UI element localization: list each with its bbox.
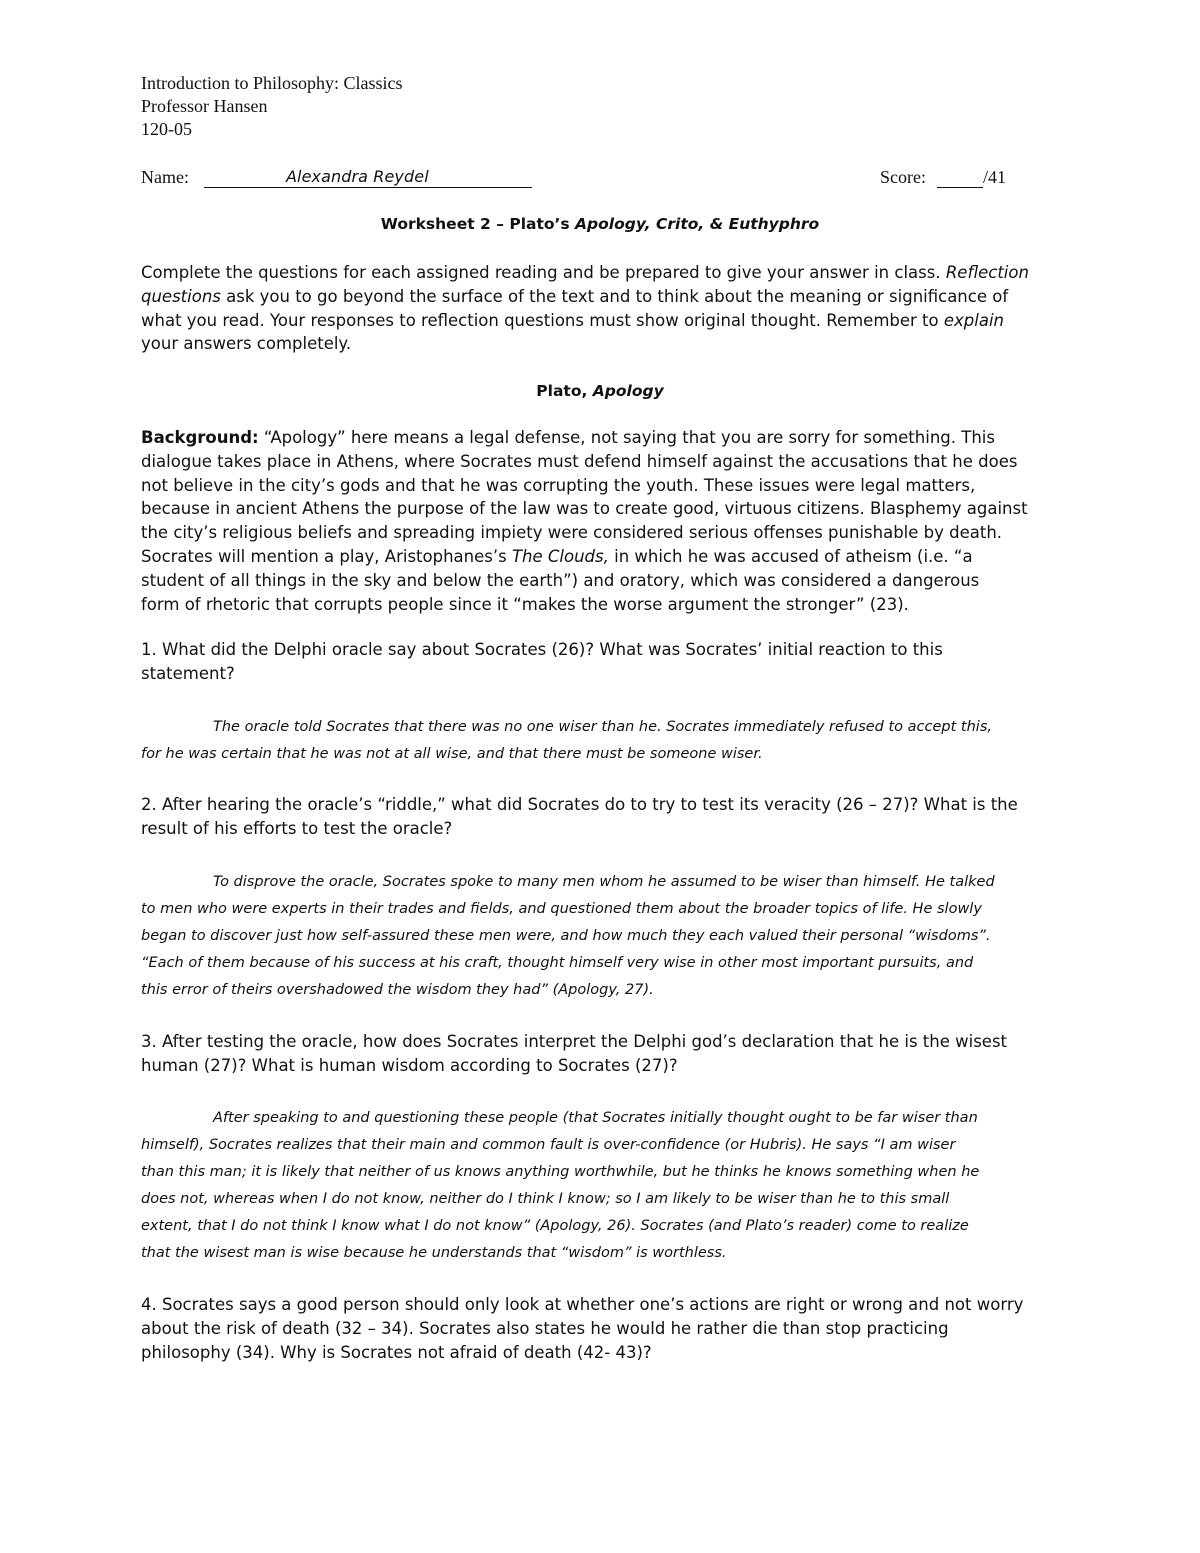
question-text: result of his efforts to test the oracle? — [141, 818, 453, 838]
intro-text: what you read. Your responses to reflection questions must show original thought. Remember to — [141, 310, 944, 330]
name-value: Alexandra Reydel — [286, 167, 429, 186]
answer-2 — [141, 869, 1061, 1004]
question-text: 1. What did the Delphi oracle say about Socrates (26)? What was Socrates’ initial reaction to this — [141, 640, 943, 659]
background-text: in which he was accused of atheism (i.e. “a — [608, 546, 973, 566]
background-text: “Apology” here means a legal defense, not saying that you are sorry for something. This — [258, 428, 995, 447]
course-title: Introduction to Philosophy: Classics — [141, 73, 403, 93]
section-heading-work: Apology — [592, 382, 664, 400]
background-text: form of rhetoric that corrupts people since it “makes the worse argument the stronger” (23). — [141, 594, 909, 614]
answer-text: than this man; it is likely that neither of us knows anything worthwhile, but he thinks he knows something when he — [141, 1164, 980, 1180]
play-title: The Clouds, — [511, 546, 609, 566]
intro-emphasis: explain — [943, 310, 1005, 330]
background-text: student of all things in the sky and below the earth”) and oratory, which was considered a dangerous — [141, 570, 980, 590]
professor-name: Professor Hansen — [141, 96, 268, 116]
answer-text: himself), Socrates realizes that their main and common fault is over-confidence (or Hubris). He says “I am wiser — [141, 1137, 956, 1153]
background-text: not believe in the city’s gods and that he was corrupting the youth. These issues were legal matters, — [141, 475, 976, 495]
answer-text: for he was certain that he was not at all wise, and that there must be someone wiser. — [141, 746, 763, 762]
background-paragraph — [141, 426, 1061, 616]
answer-text: does not, whereas when I do not know, neither do I think I know; so I am likely to be wiser than he to this small — [141, 1191, 950, 1207]
answer-text: “Each of them because of his success at his craft, thought himself very wise in other most important pursuits, and — [141, 955, 974, 971]
answer-1 — [141, 714, 1061, 768]
background-text: dialogue takes place in Athens, where Socrates must defend himself against the accusations that he does — [141, 451, 1018, 471]
worksheet-title-prefix: Worksheet 2 – Plato’s — [380, 215, 576, 233]
intro-text: Complete the questions for each assigned reading and be prepared to give your answer in class. — [141, 263, 946, 282]
intro-text: ask you to go beyond the surface of the text and to think about the meaning or significance of — [220, 286, 1009, 306]
background-text: the city’s religious beliefs and spreading impiety were considered serious offenses punishable by death. — [141, 523, 1003, 543]
question-text: philosophy (34). Why is Socrates not afraid of death (42- 43)? — [141, 1342, 652, 1362]
question-2 — [141, 793, 1061, 841]
section-heading-author: Plato, — [536, 382, 593, 400]
question-4 — [141, 1293, 1061, 1364]
name-label: Name: — [141, 167, 189, 187]
answer-text: this error of theirs overshadowed the wisdom they had” (Apology, 27). — [141, 982, 654, 998]
answer-text: began to discover just how self-assured these men were, and how much they each valued their personal “wisdoms”. — [141, 928, 991, 944]
intro-paragraph — [141, 261, 1061, 356]
intro-text: your answers completely. — [141, 334, 352, 354]
background-text: because in ancient Athens the purpose of the law was to create good, virtuous citizens. Blasphemy against — [141, 499, 1028, 519]
name-score-row — [141, 167, 1041, 193]
answer-text: to men who were experts in their trades and fields, and questioned them about the broader topics of life. He slowly — [141, 901, 982, 917]
score-label: Score: — [880, 167, 926, 187]
course-section: 120-05 — [141, 119, 192, 139]
question-3 — [141, 1030, 1061, 1078]
question-text: human (27)? What is human wisdom according to Socrates (27)? — [141, 1055, 678, 1075]
score-field[interactable] — [937, 167, 983, 188]
score-total: /41 — [983, 167, 1007, 187]
answer-text: To disprove the oracle, Socrates spoke to many men whom he assumed to be wiser than himself. He talked — [213, 874, 995, 890]
answer-text: The oracle told Socrates that there was no one wiser than he. Socrates immediately refused to accept this, — [213, 719, 992, 735]
intro-emphasis: Reflection — [945, 263, 1029, 282]
question-text: about the risk of death (32 – 34). Socrates also states he would he rather die than stop practicing — [141, 1318, 949, 1338]
question-text: 4. Socrates says a good person should only look at whether one’s actions are right or wrong and not worry — [141, 1295, 1024, 1314]
background-text: Socrates will mention a play, Aristophanes’s — [141, 546, 512, 566]
name-field[interactable] — [204, 167, 532, 188]
answer-text: extent, that I do not think I know what I do not know” (Apology, 26). Socrates (and Plato’s reader) come to realize — [141, 1218, 969, 1234]
background-label: Background: — [141, 428, 259, 447]
worksheet-title-works: Apology, Crito, & Euthyphro — [575, 215, 820, 233]
question-1 — [141, 638, 1061, 686]
answer-text: that the wisest man is wise because he understands that “wisdom” is worthless. — [141, 1245, 727, 1261]
question-text: 3. After testing the oracle, how does Socrates interpret the Delphi god’s declaration that he is the wisest — [141, 1032, 1008, 1051]
section-heading — [0, 382, 1200, 400]
question-text: statement? — [141, 663, 235, 683]
intro-emphasis: questions — [141, 286, 221, 306]
answer-text: After speaking to and questioning these people (that Socrates initially thought ought to be far wiser than — [213, 1110, 978, 1126]
question-text: 2. After hearing the oracle’s “riddle,” what did Socrates do to try to test its veracity (26 – 27)? What is the — [141, 795, 1018, 814]
worksheet-title — [0, 215, 1200, 233]
answer-3 — [141, 1105, 1061, 1267]
